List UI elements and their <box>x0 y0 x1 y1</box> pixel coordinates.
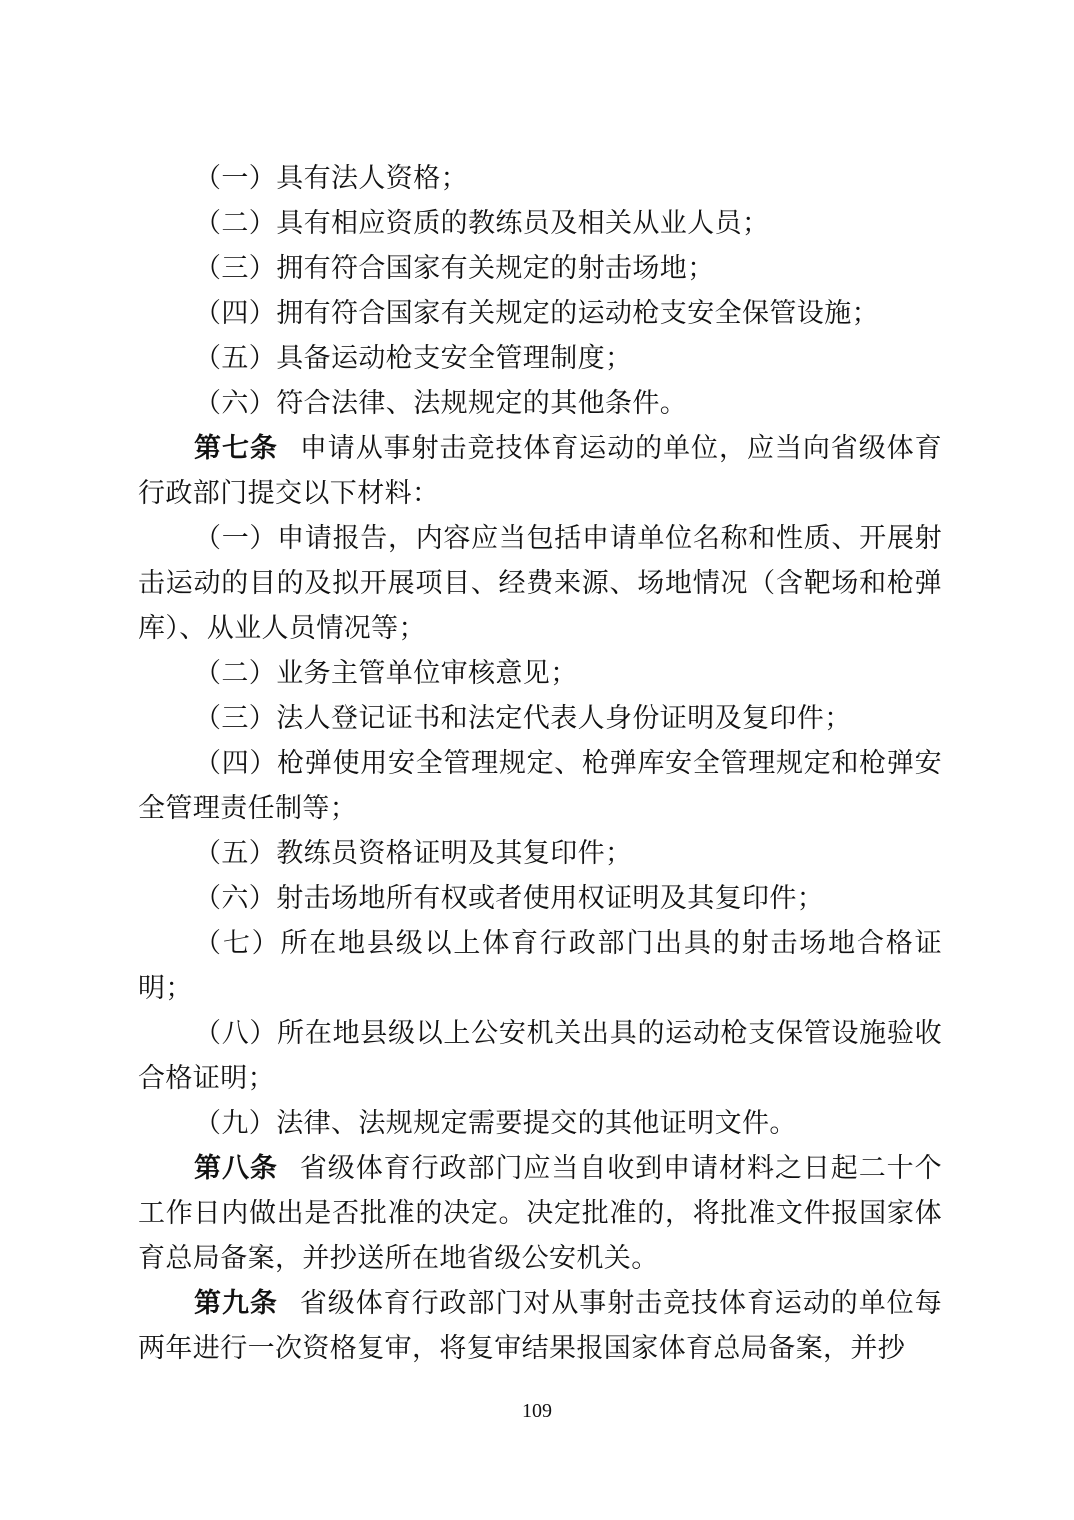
page-number: 109 <box>522 1400 552 1422</box>
article-9-text: 省级体育行政部门对从事射击竞技体育运动的单位每两年进行一次资格复审，将复审结果报国家体育总局备案，并抄 <box>138 1288 943 1364</box>
list-item: （九）法律、法规规定需要提交的其他证明文件。 <box>194 1108 797 1139</box>
list-item: （二）具有相应资质的教练员及相关从业人员； <box>194 208 770 239</box>
article-7-title: 第七条 <box>194 433 278 464</box>
article-8-text: 省级体育行政部门应当自收到申请材料之日起二十个工作日内做出是否批准的决定。决定批准的，将批准文件报国家体育总局备案，并抄送所在地省级公安机关。 <box>138 1153 943 1274</box>
list-item: （三）法人登记证书和法定代表人身份证明及复印件； <box>194 703 852 734</box>
article-9 <box>138 1281 942 1371</box>
list-item: （六）符合法律、法规规定的其他条件。 <box>194 388 688 419</box>
document-body <box>138 156 942 1371</box>
list-item: （一）申请报告，内容应当包括申请单位名称和性质、开展射击运动的目的及拟开展项目、经费来源、场地情况（含靶场和枪弹库）、从业人员情况等； <box>138 523 942 644</box>
article-9-title: 第九条 <box>194 1288 278 1319</box>
list-item: （六）射击场地所有权或者使用权证明及其复印件； <box>194 883 825 914</box>
list-item: （四）枪弹使用安全管理规定、枪弹库安全管理规定和枪弹安全管理责任制等； <box>138 748 942 824</box>
article-7 <box>138 426 942 516</box>
article-8-title: 第八条 <box>194 1153 278 1184</box>
list-item: （八）所在地县级以上公安机关出具的运动枪支保管设施验收合格证明； <box>138 1018 942 1094</box>
list-item: （四）拥有符合国家有关规定的运动枪支安全保管设施； <box>194 298 879 329</box>
list-item: （一）具有法人资格； <box>194 163 468 194</box>
list-item: （二）业务主管单位审核意见； <box>194 658 578 689</box>
article-8 <box>138 1146 942 1281</box>
list-item: （五）教练员资格证明及其复印件； <box>194 838 633 869</box>
list-item: （七）所在地县级以上体育行政部门出具的射击场地合格证明； <box>138 928 942 1004</box>
list-item: （三）拥有符合国家有关规定的射击场地； <box>194 253 715 284</box>
list-item: （五）具备运动枪支安全管理制度； <box>194 343 633 374</box>
article-7-text: 申请从事射击竞技体育运动的单位，应当向省级体育行政部门提交以下材料： <box>138 433 943 509</box>
